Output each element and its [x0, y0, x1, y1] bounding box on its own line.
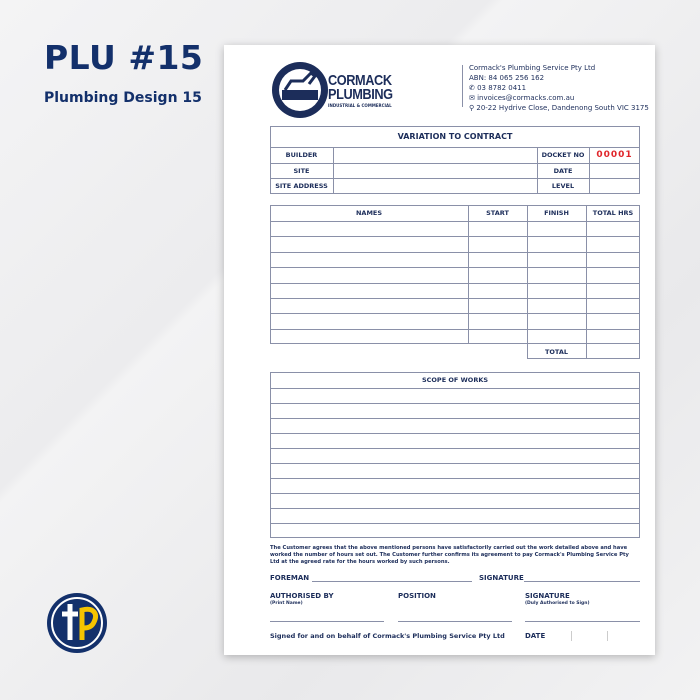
col-names: NAMES: [355, 209, 383, 217]
hours-row-line[interactable]: [270, 313, 640, 314]
scope-row-line[interactable]: [270, 448, 640, 449]
col-total-hrs: TOTAL HRS: [592, 209, 634, 217]
signed-for-label: Signed for and on behalf of Cormack's Plumbing Service Pty Ltd: [270, 632, 505, 640]
scope-row-line[interactable]: [270, 433, 640, 434]
form-title: VARIATION TO CONTRACT: [397, 132, 513, 141]
builder-label: BUILDER: [285, 151, 318, 159]
foreman-label: FOREMAN: [270, 574, 310, 582]
date-label: DATE: [553, 166, 573, 175]
scope-row-line[interactable]: [270, 418, 640, 419]
scope-of-works-table: [270, 372, 640, 538]
hours-row-line[interactable]: [270, 252, 640, 253]
scope-row-line[interactable]: [270, 403, 640, 404]
docket-number: 00001: [596, 150, 633, 160]
scope-row-line[interactable]: [270, 523, 640, 524]
hours-row-line[interactable]: [270, 221, 640, 222]
scope-title: SCOPE OF WORKS: [421, 376, 489, 384]
form-sheet: [224, 45, 655, 655]
hours-row-line[interactable]: [270, 329, 640, 330]
authorised-by-label: AUTHORISED BY: [270, 592, 334, 600]
hours-row-line[interactable]: [270, 236, 640, 237]
col-finish: FINISH: [544, 209, 569, 217]
duly-authorised-note: (Duly Authorised to Sign): [525, 601, 590, 606]
position-line[interactable]: [398, 621, 512, 622]
level-label: LEVEL: [551, 182, 575, 190]
print-name-note: (Print Name): [270, 601, 303, 606]
company-email: invoices@cormacks.com.au: [477, 94, 575, 102]
hours-row-line[interactable]: [270, 283, 640, 284]
date-footer-label: DATE: [525, 632, 546, 640]
site-label: SITE: [293, 166, 310, 175]
docket-label: DOCKET NO: [541, 151, 585, 159]
col-start: START: [486, 209, 509, 217]
signature2-line[interactable]: [525, 621, 640, 622]
signature-label: SIGNATURE: [479, 574, 524, 582]
company-logo: [270, 60, 400, 120]
hours-row-line[interactable]: [270, 298, 640, 299]
hours-row-line[interactable]: [270, 267, 640, 268]
total-label: TOTAL: [544, 347, 569, 356]
scope-row-line[interactable]: [270, 463, 640, 464]
mail-icon: ✉: [469, 94, 478, 102]
company-address: 20-22 Hydrive Close, Dandenong South VIC 3175: [476, 104, 649, 112]
company-name: Cormack's Plumbing Service Pty Ltd: [469, 64, 596, 72]
position-label: POSITION: [398, 592, 436, 600]
scope-row-line[interactable]: [270, 493, 640, 494]
scope-row-line[interactable]: [270, 478, 640, 479]
scope-row-line[interactable]: [270, 388, 640, 389]
logo-line1: CORMACK: [328, 72, 392, 89]
hours-table: [270, 205, 640, 344]
signature2-label: SIGNATURE: [525, 592, 570, 600]
scope-row-line[interactable]: [270, 508, 640, 509]
site-address-label: SITE ADDRESS: [275, 182, 328, 190]
company-phone: 03 8782 0411: [477, 84, 527, 92]
brand-logo: [46, 592, 108, 654]
agreement-text: The Customer agrees that the above mentioned persons have satisfactorily carried out the work detailed above and have worked the number of hours set out. The Customer further confirms its agreement to pay Cormack's Plumbing Service Pty Ltd at the agreed rate for the hours worked by such persons.: [270, 545, 629, 565]
signature-line[interactable]: [524, 581, 640, 582]
phone-icon: ✆: [469, 84, 478, 92]
product-subtitle: Plumbing Design 15: [44, 90, 202, 106]
company-abn: ABN: 84 065 256 162: [469, 74, 545, 82]
location-pin-icon: ⚲: [469, 104, 477, 112]
logo-line2: PLUMBING: [328, 86, 393, 103]
authorised-by-line[interactable]: [270, 621, 384, 622]
foreman-line[interactable]: [312, 581, 472, 582]
product-title: PLU #15: [44, 38, 204, 77]
logo-tagline: INDUSTRIAL & COMMERCIAL: [328, 103, 392, 108]
